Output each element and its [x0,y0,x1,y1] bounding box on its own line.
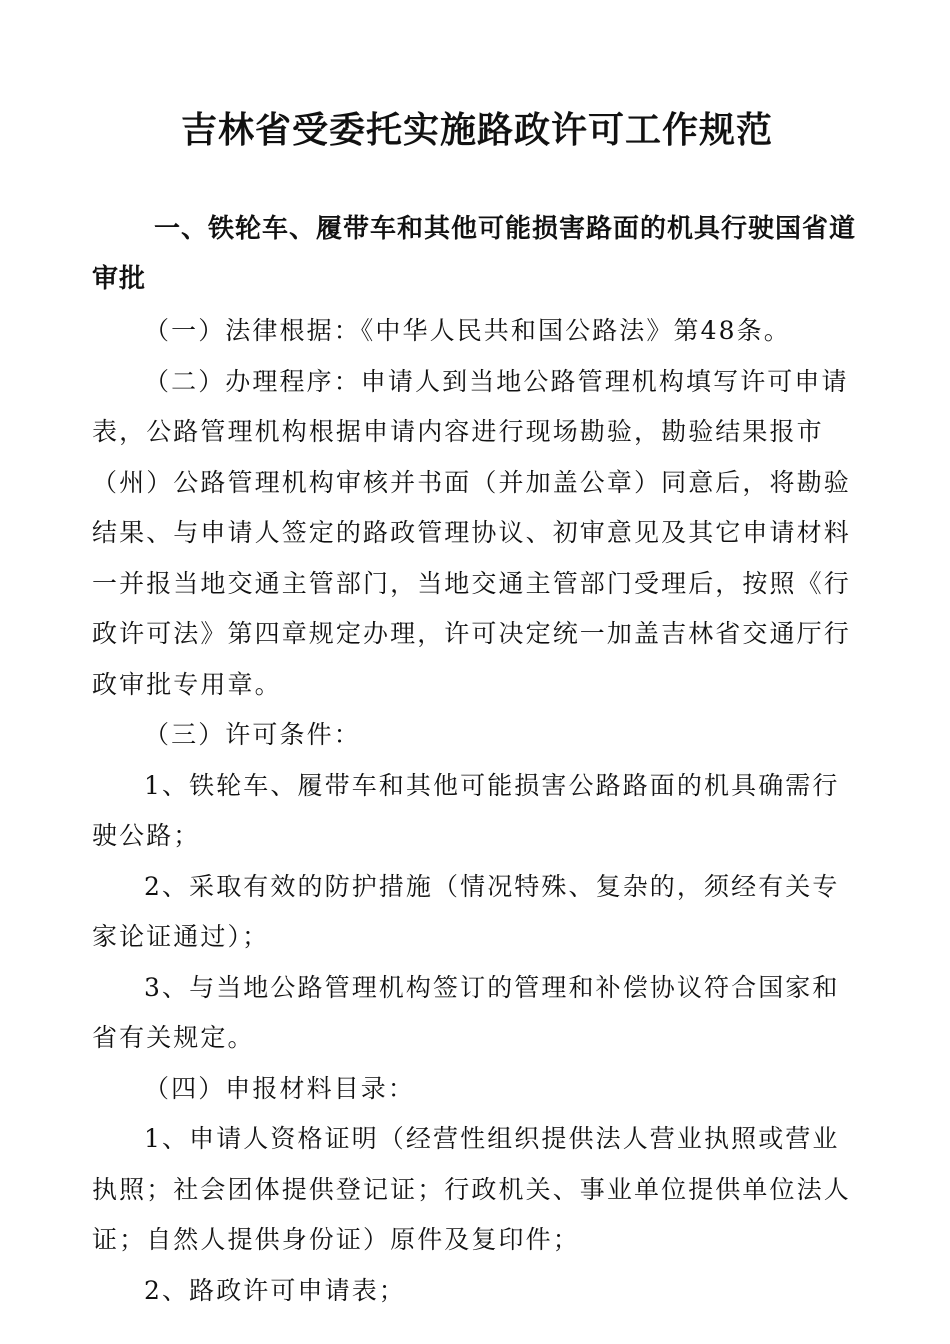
paragraph-materials-heading: （四）申报材料目录： [144,1073,416,1103]
paragraph-material-2: 2、路政许可申请表； [144,1275,406,1305]
section-heading: 一、铁轮车、履带车和其他可能损害路面的机具行驶国省道审批 [92,214,857,294]
paragraph-conditions-heading: （三）许可条件： [144,720,361,749]
paragraph-condition-3: 3、与当地公路管理机构签订的管理和补偿协议符合国家和省有关规定。 [92,972,840,1052]
paragraph-legal-basis: （一）法律根据：《中华人民共和国公路法》第48条。 [144,316,791,345]
paragraph-condition-1: 1、铁轮车、履带车和其他可能损害公路路面的机具确需行驶公路； [92,770,840,850]
document-title: 吉林省受委托实施路政许可工作规范 [180,109,773,151]
paragraph-material-1: 1、申请人资格证明（经营性组织提供法人营业执照或营业执照；社会团体提供登记证；行政机关、事业单位提供单位法人证；自然人提供身份证）原件及复印件； [92,1124,851,1254]
paragraph-condition-2: 2、采取有效的防护措施（情况特殊、复杂的，须经有关专家论证通过）； [92,871,840,951]
paragraph-procedure: （二）办理程序：申请人到当地公路管理机构填写许可申请表，公路管理机构根据申请内容进行现场勘验，勘验结果报市（州）公路管理机构审核并书面（并加盖公章）同意后，将勘验结果、与申请人签定的路政管理协议、初审意见及其它申请材料一并报当地交通主管部门，当地交通主管部门受理后，按照《行政许可法》第四章规定办理，许可决定统一加盖吉林省交通厅行政审批专用章。 [92,366,851,699]
